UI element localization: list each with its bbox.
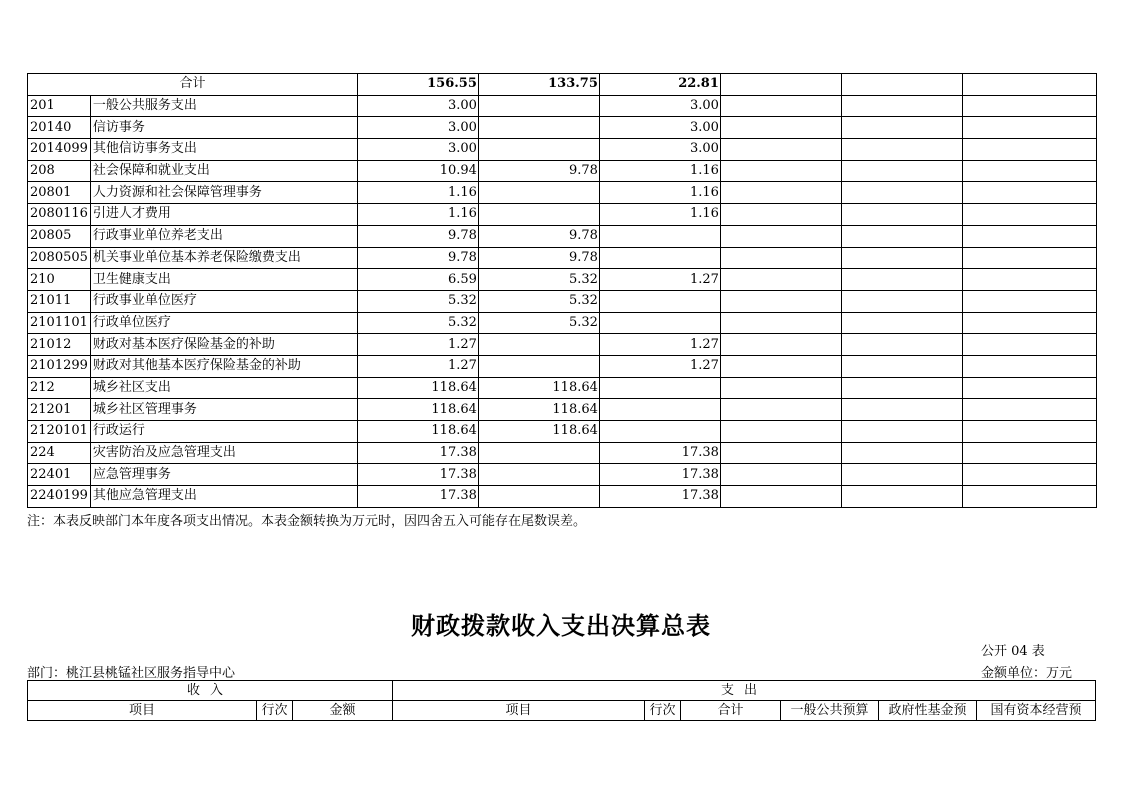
project-cell: 3.00 [599, 139, 720, 161]
name-cell: 其他应急管理支出 [90, 486, 357, 508]
income-line-header: 行次 [257, 701, 293, 721]
form-number: 公开 04 表 [981, 644, 1045, 659]
total-cell: 10.94 [357, 160, 478, 182]
total-cell: 5.32 [357, 312, 478, 334]
code-cell: 2120101 [28, 421, 91, 443]
basic-cell: 118.64 [478, 377, 599, 399]
empty-cell [720, 486, 841, 508]
code-cell: 212 [28, 377, 91, 399]
empty-cell [841, 334, 962, 356]
basic-cell [478, 95, 599, 117]
table-note: 注：本表反映部门本年度各项支出情况。本表金额转换为万元时，因四舍五入可能存在尾数误差。 [27, 514, 587, 529]
empty-cell [841, 95, 962, 117]
empty-cell [720, 74, 841, 96]
table-row [28, 269, 1097, 291]
empty-cell [962, 442, 1096, 464]
empty-cell [841, 355, 962, 377]
project-cell: 3.00 [599, 95, 720, 117]
basic-cell [478, 204, 599, 226]
code-cell: 21011 [28, 290, 91, 312]
empty-cell [962, 421, 1096, 443]
empty-cell [720, 464, 841, 486]
name-cell: 行政运行 [90, 421, 357, 443]
name-cell: 信访事务 [90, 117, 357, 139]
table-row [28, 95, 1097, 117]
code-cell: 2101101 [28, 312, 91, 334]
general-budget-header: 一般公共预算 [781, 701, 879, 721]
project-cell: 1.27 [599, 334, 720, 356]
basic-cell [478, 139, 599, 161]
name-cell: 城乡社区支出 [90, 377, 357, 399]
empty-cell [841, 160, 962, 182]
empty-cell [841, 204, 962, 226]
empty-cell [720, 95, 841, 117]
table-row [28, 290, 1097, 312]
basic-cell: 9.78 [478, 160, 599, 182]
total-cell: 3.00 [357, 95, 478, 117]
empty-cell [962, 355, 1096, 377]
code-cell: 20805 [28, 225, 91, 247]
empty-cell [841, 74, 962, 96]
basic-cell: 9.78 [478, 247, 599, 269]
name-cell: 卫生健康支出 [90, 269, 357, 291]
empty-cell [962, 290, 1096, 312]
total-cell: 17.38 [357, 442, 478, 464]
total-cell: 1.16 [357, 182, 478, 204]
total-cell: 118.64 [357, 421, 478, 443]
total-project: 22.81 [599, 74, 720, 96]
empty-cell [841, 290, 962, 312]
basic-cell: 5.32 [478, 269, 599, 291]
code-cell: 20801 [28, 182, 91, 204]
empty-cell [841, 442, 962, 464]
empty-cell [962, 464, 1096, 486]
code-cell: 210 [28, 269, 91, 291]
total-cell: 118.64 [357, 399, 478, 421]
total-cell: 1.16 [357, 204, 478, 226]
empty-cell [720, 269, 841, 291]
total-cell: 1.27 [357, 355, 478, 377]
total-cell: 17.38 [357, 486, 478, 508]
total-cell: 9.78 [357, 225, 478, 247]
empty-cell [841, 399, 962, 421]
empty-cell [720, 139, 841, 161]
name-cell: 机关事业单位基本养老保险缴费支出 [90, 247, 357, 269]
name-cell: 引进人才费用 [90, 204, 357, 226]
name-cell: 行政事业单位医疗 [90, 290, 357, 312]
empty-cell [720, 117, 841, 139]
gov-fund-header: 政府性基金预 [879, 701, 977, 721]
project-cell [599, 421, 720, 443]
empty-cell [720, 312, 841, 334]
empty-cell [962, 139, 1096, 161]
name-cell: 一般公共服务支出 [90, 95, 357, 117]
empty-cell [720, 421, 841, 443]
expenditure-table [27, 73, 1097, 508]
basic-cell [478, 464, 599, 486]
basic-cell: 5.32 [478, 312, 599, 334]
empty-cell [841, 182, 962, 204]
code-cell: 20140 [28, 117, 91, 139]
table-row [28, 160, 1097, 182]
table-row [28, 464, 1097, 486]
basic-cell: 9.78 [478, 225, 599, 247]
empty-cell [962, 182, 1096, 204]
summary-header-table [27, 680, 1096, 721]
table-row [28, 204, 1097, 226]
code-cell: 224 [28, 442, 91, 464]
total-cell: 6.59 [357, 269, 478, 291]
name-cell: 人力资源和社会保障管理事务 [90, 182, 357, 204]
basic-cell [478, 355, 599, 377]
name-cell: 灾害防治及应急管理支出 [90, 442, 357, 464]
empty-cell [962, 95, 1096, 117]
total-cell: 3.00 [357, 117, 478, 139]
empty-cell [962, 377, 1096, 399]
empty-cell [720, 355, 841, 377]
code-cell: 201 [28, 95, 91, 117]
project-cell: 17.38 [599, 486, 720, 508]
empty-cell [720, 442, 841, 464]
empty-cell [841, 486, 962, 508]
name-cell: 城乡社区管理事务 [90, 399, 357, 421]
empty-cell [720, 377, 841, 399]
income-item-header: 项目 [28, 701, 257, 721]
project-cell: 1.27 [599, 269, 720, 291]
basic-cell: 5.32 [478, 290, 599, 312]
project-cell: 17.38 [599, 464, 720, 486]
expense-item-header: 项目 [393, 701, 645, 721]
code-cell: 21012 [28, 334, 91, 356]
code-cell: 2240199 [28, 486, 91, 508]
name-cell: 财政对其他基本医疗保险基金的补助 [90, 355, 357, 377]
empty-cell [841, 117, 962, 139]
project-cell: 1.16 [599, 160, 720, 182]
project-cell: 1.16 [599, 204, 720, 226]
basic-cell: 118.64 [478, 421, 599, 443]
name-cell: 社会保障和就业支出 [90, 160, 357, 182]
income-header: 收入 [28, 681, 393, 701]
basic-cell [478, 182, 599, 204]
project-cell [599, 377, 720, 399]
expense-total-header: 合计 [681, 701, 781, 721]
summary-column-row [28, 701, 1096, 721]
summary-group-row [28, 681, 1096, 701]
basic-cell [478, 334, 599, 356]
empty-cell [720, 182, 841, 204]
table-row [28, 182, 1097, 204]
code-cell: 2080116 [28, 204, 91, 226]
empty-cell [962, 334, 1096, 356]
total-amount: 156.55 [357, 74, 478, 96]
total-label: 合计 [28, 74, 358, 96]
table-row [28, 442, 1097, 464]
table-row [28, 377, 1097, 399]
empty-cell [962, 225, 1096, 247]
empty-cell [962, 312, 1096, 334]
basic-cell [478, 486, 599, 508]
code-cell: 21201 [28, 399, 91, 421]
project-cell [599, 290, 720, 312]
code-cell: 208 [28, 160, 91, 182]
empty-cell [962, 160, 1096, 182]
empty-cell [720, 247, 841, 269]
empty-cell [720, 290, 841, 312]
empty-cell [841, 312, 962, 334]
empty-cell [720, 399, 841, 421]
empty-cell [841, 225, 962, 247]
expense-line-header: 行次 [645, 701, 681, 721]
empty-cell [962, 247, 1096, 269]
project-cell: 3.00 [599, 117, 720, 139]
total-basic: 133.75 [478, 74, 599, 96]
table-row [28, 225, 1097, 247]
empty-cell [841, 247, 962, 269]
table-row [28, 399, 1097, 421]
department-label: 部门：桃江县桃锰社区服务指导中心 [27, 666, 236, 681]
empty-cell [962, 399, 1096, 421]
total-cell: 118.64 [357, 377, 478, 399]
amount-unit-label: 金额单位：万元 [981, 666, 1073, 681]
income-amount-header: 金额 [293, 701, 393, 721]
project-cell [599, 225, 720, 247]
total-cell: 1.27 [357, 334, 478, 356]
table-row [28, 247, 1097, 269]
empty-cell [720, 225, 841, 247]
empty-cell [962, 486, 1096, 508]
name-cell: 行政单位医疗 [90, 312, 357, 334]
empty-cell [720, 204, 841, 226]
table-row [28, 117, 1097, 139]
code-cell: 2014099 [28, 139, 91, 161]
total-row [28, 74, 1097, 96]
basic-cell [478, 442, 599, 464]
name-cell: 应急管理事务 [90, 464, 357, 486]
name-cell: 财政对基本医疗保险基金的补助 [90, 334, 357, 356]
total-cell: 17.38 [357, 464, 478, 486]
name-cell: 其他信访事务支出 [90, 139, 357, 161]
table-row [28, 486, 1097, 508]
empty-cell [841, 421, 962, 443]
table-row [28, 334, 1097, 356]
code-cell: 2101299 [28, 355, 91, 377]
project-cell [599, 399, 720, 421]
basic-cell: 118.64 [478, 399, 599, 421]
total-cell: 3.00 [357, 139, 478, 161]
empty-cell [962, 269, 1096, 291]
empty-cell [720, 334, 841, 356]
empty-cell [841, 464, 962, 486]
state-capital-header: 国有资本经营预 [977, 701, 1096, 721]
total-cell: 5.32 [357, 290, 478, 312]
empty-cell [962, 204, 1096, 226]
name-cell: 行政事业单位养老支出 [90, 225, 357, 247]
table-row [28, 355, 1097, 377]
project-cell [599, 312, 720, 334]
empty-cell [841, 139, 962, 161]
empty-cell [841, 377, 962, 399]
project-cell: 1.27 [599, 355, 720, 377]
code-cell: 22401 [28, 464, 91, 486]
table-row [28, 139, 1097, 161]
total-cell: 9.78 [357, 247, 478, 269]
empty-cell [962, 74, 1096, 96]
table-row [28, 312, 1097, 334]
empty-cell [841, 269, 962, 291]
report-title: 财政拨款收入支出决算总表 [411, 611, 711, 640]
empty-cell [962, 117, 1096, 139]
project-cell: 1.16 [599, 182, 720, 204]
basic-cell [478, 117, 599, 139]
expense-header: 支出 [393, 681, 1096, 701]
table-row [28, 421, 1097, 443]
code-cell: 2080505 [28, 247, 91, 269]
project-cell: 17.38 [599, 442, 720, 464]
project-cell [599, 247, 720, 269]
empty-cell [720, 160, 841, 182]
